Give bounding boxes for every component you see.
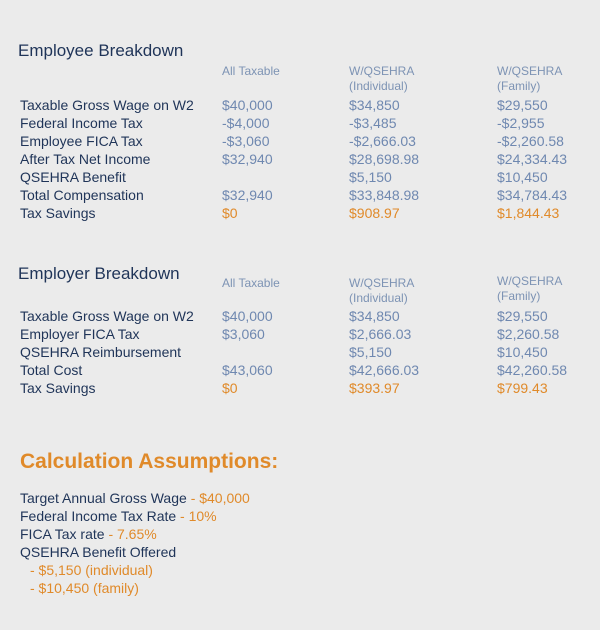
row-label: Total Compensation	[20, 187, 144, 203]
assumption-line	[20, 508, 217, 524]
table-cell: $42,666.03	[349, 362, 420, 378]
table-cell: $34,850	[349, 97, 400, 113]
table-cell: $0	[222, 380, 238, 396]
row-label: Employer FICA Tax	[20, 326, 140, 342]
table-cell: $32,940	[222, 187, 273, 203]
assumption-label: Target Annual Gross Wage	[20, 490, 187, 506]
assumption-sub-item: - $10,450 (family)	[30, 580, 139, 596]
table-cell: $10,450	[497, 169, 548, 185]
table-cell: $33,848.98	[349, 187, 420, 203]
table-cell: $908.97	[349, 205, 400, 221]
table-cell: $2,666.03	[349, 326, 412, 342]
table-cell: $32,940	[222, 151, 273, 167]
employee-col-header-all-taxable	[222, 64, 280, 79]
table-cell: $2,260.58	[497, 326, 560, 342]
table-cell: $28,698.98	[349, 151, 420, 167]
table-cell: $0	[222, 205, 238, 221]
col-header-line1: All Taxable	[222, 64, 280, 78]
row-label: Total Cost	[20, 362, 83, 378]
employee-breakdown-title: Employee Breakdown	[18, 41, 184, 60]
employer-breakdown-title: Employer Breakdown	[18, 264, 180, 283]
col-header-line2: (Family)	[497, 289, 541, 303]
assumption-label: QSEHRA Benefit Offered	[20, 544, 177, 560]
col-header-line1: W/QSEHRA	[497, 64, 563, 78]
table-cell: -$4,000	[222, 115, 270, 131]
employer-col-header-all-taxable	[222, 276, 280, 291]
assumption-value: - 10%	[180, 508, 217, 524]
table-cell: $799.43	[497, 380, 548, 396]
row-label: After Tax Net Income	[20, 151, 151, 167]
row-label: Federal Income Tax	[20, 115, 143, 131]
row-label: Employee FICA Tax	[20, 133, 143, 149]
table-cell: $40,000	[222, 308, 273, 324]
table-cell: -$2,260.58	[497, 133, 564, 149]
employee-col-header-individual	[349, 64, 414, 94]
table-cell: $34,850	[349, 308, 400, 324]
row-label: QSEHRA Reimbursement	[20, 344, 182, 360]
table-cell: $43,060	[222, 362, 273, 378]
table-cell: $24,334.43	[497, 151, 568, 167]
table-cell: $42,260.58	[497, 362, 568, 378]
assumption-line	[20, 544, 176, 560]
row-label: QSEHRA Benefit	[20, 169, 126, 185]
assumption-label: FICA Tax rate	[20, 526, 105, 542]
col-header-line1: W/QSEHRA	[497, 274, 563, 288]
col-header-line2: (Family)	[497, 79, 541, 93]
assumption-label: Federal Income Tax Rate	[20, 508, 177, 524]
row-label: Tax Savings	[20, 380, 96, 396]
table-cell: $29,550	[497, 308, 548, 324]
assumption-value: - $40,000	[190, 490, 250, 506]
table-cell: $29,550	[497, 97, 548, 113]
table-cell: $3,060	[222, 326, 265, 342]
col-header-line1: W/QSEHRA	[349, 276, 415, 290]
table-cell: -$3,060	[222, 133, 270, 149]
assumption-line	[20, 526, 157, 542]
table-cell: -$3,485	[349, 115, 397, 131]
col-header-line2: (Individual)	[349, 291, 408, 305]
employee-col-header-family	[497, 64, 562, 94]
table-cell: $1,844.43	[497, 205, 560, 221]
row-label: Tax Savings	[20, 205, 96, 221]
assumption-line	[20, 490, 250, 506]
table-cell: $40,000	[222, 97, 273, 113]
table-cell: -$2,666.03	[349, 133, 416, 149]
assumption-sub-item: - $5,150 (individual)	[30, 562, 153, 578]
table-cell: -$2,955	[497, 115, 545, 131]
table-cell: $10,450	[497, 344, 548, 360]
table-cell: $5,150	[349, 344, 392, 360]
employer-col-header-family	[497, 274, 562, 304]
col-header-line1: W/QSEHRA	[349, 64, 415, 78]
employer-col-header-individual	[349, 276, 414, 306]
assumption-value: - 7.65%	[108, 526, 157, 542]
table-cell: $5,150	[349, 169, 392, 185]
col-header-line2: (Individual)	[349, 79, 408, 93]
table-cell: $34,784.43	[497, 187, 568, 203]
col-header-line1: All Taxable	[222, 276, 280, 290]
table-cell: $393.97	[349, 380, 400, 396]
row-label: Taxable Gross Wage on W2	[20, 308, 194, 324]
row-label: Taxable Gross Wage on W2	[20, 97, 194, 113]
assumptions-title: Calculation Assumptions:	[20, 450, 279, 473]
